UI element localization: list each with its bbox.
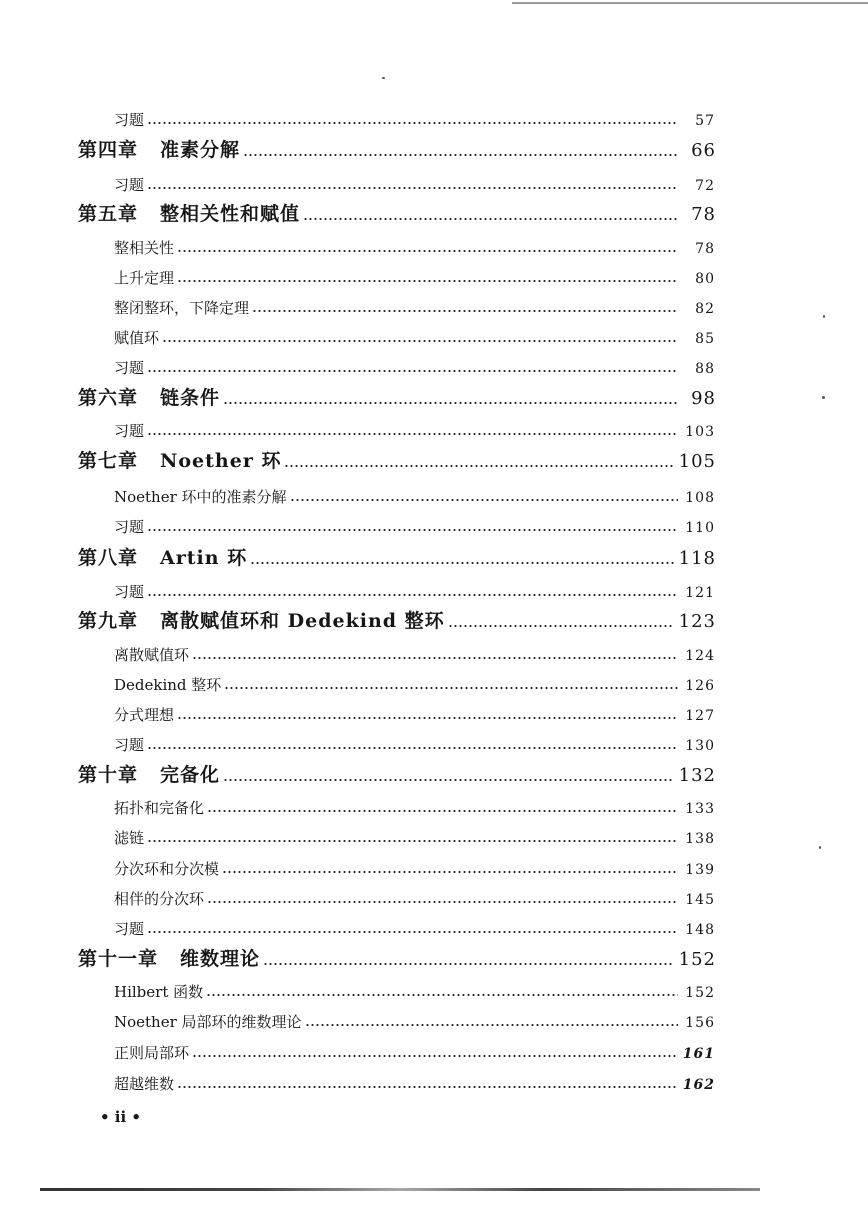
toc-section-entry	[114, 877, 715, 907]
toc-page-number: 152	[685, 985, 715, 1001]
toc-chapter-entry	[78, 939, 716, 969]
chapter-title: 维数理论	[180, 948, 261, 970]
toc-page-number: 148	[685, 922, 715, 938]
toc-chapter-entry	[78, 755, 716, 785]
chapter-number: 第四章	[78, 139, 139, 161]
toc-entry-title: 超越维数	[114, 1075, 175, 1093]
toc-entry-title	[78, 549, 247, 568]
toc-page-number: 152	[678, 949, 716, 970]
toc-page-number: 126	[685, 678, 715, 694]
toc-page-number: 108	[685, 490, 715, 506]
scan-speck	[823, 315, 825, 318]
toc-page-number: 123	[678, 611, 716, 632]
toc-page-number: 105	[678, 451, 716, 472]
toc-entry-title	[78, 205, 300, 224]
toc-section-entry	[114, 256, 715, 286]
toc-page-number: 127	[685, 708, 715, 724]
toc-section-entry	[114, 847, 715, 877]
toc-entry-title: 分次环和分次模	[114, 860, 220, 878]
dot-leader	[147, 370, 678, 372]
dot-leader	[284, 465, 673, 467]
toc-entry-title: 上升定理	[114, 269, 175, 287]
toc-entry-title: 离散赋值环	[114, 646, 190, 664]
toc-entry-title: 分式理想	[114, 706, 175, 724]
toc-entry-title: 习题	[114, 583, 145, 601]
page-number-footer: • ii •	[100, 1108, 142, 1126]
toc-page-number: 124	[685, 648, 715, 664]
chapter-number: 第六章	[78, 387, 139, 409]
toc-entry-title	[78, 452, 281, 471]
toc-page-number: 66	[691, 140, 716, 161]
chapter-title: 完备化	[160, 764, 221, 786]
toc-section-entry	[114, 409, 715, 439]
toc-entry-title: 滤链	[114, 829, 145, 847]
dot-leader	[147, 529, 678, 531]
dot-leader	[224, 687, 678, 689]
dot-leader	[147, 433, 678, 435]
toc-chapter-entry	[78, 441, 716, 471]
dot-leader	[448, 625, 674, 627]
toc-page-number: 80	[695, 271, 715, 287]
toc-chapter-entry	[78, 130, 716, 160]
scan-speck	[822, 396, 825, 399]
toc-page-number: 162	[682, 1077, 715, 1093]
toc-chapter-entry	[78, 378, 716, 408]
toc-page-number: 78	[695, 241, 715, 257]
dot-leader	[303, 218, 679, 220]
dot-leader	[290, 499, 678, 501]
toc-entry-title: 整闭整环，下降定理	[114, 299, 250, 317]
toc-page-number: 88	[695, 361, 715, 377]
toc-section-entry	[114, 693, 715, 723]
chapter-title: Artin 环	[160, 547, 248, 569]
toc-section-entry	[114, 570, 715, 600]
dot-leader	[252, 310, 678, 312]
dot-leader	[192, 1055, 678, 1057]
toc-entry-title: 习题	[114, 920, 145, 938]
toc-entry-title: Noether 局部环的维数理论	[114, 1013, 302, 1031]
dot-leader	[177, 250, 678, 252]
toc-entry-title: 赋值环	[114, 329, 160, 347]
toc-section-entry	[114, 475, 715, 505]
chapter-number: 第九章	[78, 610, 139, 632]
toc-page-number: 138	[685, 831, 715, 847]
toc-section-entry	[114, 663, 715, 693]
toc-entry-title	[78, 766, 220, 785]
dot-leader	[147, 747, 678, 749]
chapter-title: Noether 环	[160, 450, 282, 472]
toc-page-number: 139	[685, 862, 715, 878]
toc-entry-title: Dedekind 整环	[114, 676, 222, 694]
toc-page-number: 103	[685, 424, 715, 440]
toc-page-number: 132	[678, 765, 716, 786]
toc-page-number: 161	[682, 1046, 715, 1062]
bottom-edge-line	[40, 1188, 760, 1191]
dot-leader	[147, 931, 678, 933]
toc-section-entry	[114, 816, 715, 846]
dot-leader	[222, 871, 678, 873]
dot-leader	[223, 402, 679, 404]
toc-entry-title	[78, 141, 240, 160]
chapter-number: 第十一章	[78, 948, 159, 970]
dot-leader	[147, 840, 678, 842]
toc-entry-title: 习题	[114, 359, 145, 377]
toc-section-entry	[114, 226, 715, 256]
toc-section-entry	[114, 98, 715, 128]
chapter-number: 第七章	[78, 450, 139, 472]
toc-entry-title	[78, 612, 445, 631]
dot-leader	[177, 1086, 678, 1088]
chapter-title: 链条件	[160, 387, 221, 409]
dot-leader	[243, 154, 679, 156]
dot-leader	[223, 779, 674, 781]
chapter-title: 准素分解	[160, 139, 241, 161]
chapter-number: 第五章	[78, 203, 139, 225]
toc-section-entry	[114, 633, 715, 663]
chapter-number: 第八章	[78, 547, 139, 569]
toc-page-number: 156	[685, 1015, 715, 1031]
dot-leader	[177, 717, 678, 719]
toc-entry-title	[78, 950, 260, 969]
toc-page-number: 133	[685, 801, 715, 817]
dot-leader	[305, 1024, 678, 1026]
toc-page-number: 82	[695, 301, 715, 317]
toc-page-number: 121	[685, 585, 715, 601]
toc-chapter-entry	[78, 538, 716, 568]
toc-chapter-entry	[78, 194, 716, 224]
toc-entry-title: 拓扑和完备化	[114, 799, 205, 817]
toc-page-number: 85	[695, 331, 715, 347]
toc-entry-title: 习题	[114, 111, 145, 129]
toc-chapter-entry	[78, 601, 716, 631]
toc-entry-title: 正则局部环	[114, 1044, 190, 1062]
toc-entry-title	[78, 389, 220, 408]
dot-leader	[147, 122, 678, 124]
dot-leader	[207, 810, 678, 812]
toc-page-number: 130	[685, 738, 715, 754]
toc-section-entry	[114, 786, 715, 816]
toc-entry-title: 习题	[114, 176, 145, 194]
toc-page-number: 118	[678, 548, 716, 569]
toc-section-entry	[114, 316, 715, 346]
toc-page-number: 110	[685, 520, 715, 536]
scan-speck	[819, 846, 821, 849]
toc-page-number: 57	[695, 113, 715, 129]
dot-leader	[250, 562, 673, 564]
toc-section-entry	[114, 505, 715, 535]
toc-entry-title: Noether 环中的准素分解	[114, 488, 287, 506]
toc-section-entry	[114, 346, 715, 376]
toc-entry-title: 习题	[114, 736, 145, 754]
chapter-title: 整相关性和赋值	[160, 203, 301, 225]
toc-section-entry	[114, 1031, 715, 1061]
toc-entry-title: 整相关性	[114, 239, 175, 257]
toc-section-entry	[114, 970, 715, 1000]
toc-entry-title: 习题	[114, 518, 145, 536]
toc-page-number: 72	[695, 178, 715, 194]
toc-page-number: 78	[691, 204, 716, 225]
toc-section-entry	[114, 907, 715, 937]
toc-section-entry	[114, 1000, 715, 1030]
scan-speck	[382, 77, 385, 79]
toc-entry-title: Hilbert 函数	[114, 983, 204, 1001]
top-edge-line	[512, 2, 868, 4]
dot-leader	[177, 280, 678, 282]
toc-entry-title: 习题	[114, 422, 145, 440]
toc-section-entry	[114, 1062, 715, 1092]
dot-leader	[192, 657, 678, 659]
dot-leader	[263, 963, 674, 965]
toc-section-entry	[114, 286, 715, 316]
toc-page-number: 98	[691, 388, 716, 409]
dot-leader	[206, 994, 678, 996]
toc-section-entry	[114, 723, 715, 753]
chapter-number: 第十章	[78, 764, 139, 786]
dot-leader	[162, 340, 678, 342]
dot-leader	[147, 594, 678, 596]
chapter-title: 离散赋值环和 Dedekind 整环	[160, 610, 445, 632]
dot-leader	[147, 187, 678, 189]
dot-leader	[207, 901, 678, 903]
toc-section-entry	[114, 163, 715, 193]
toc-page-number: 145	[685, 892, 715, 908]
toc-entry-title: 相伴的分次环	[114, 890, 205, 908]
